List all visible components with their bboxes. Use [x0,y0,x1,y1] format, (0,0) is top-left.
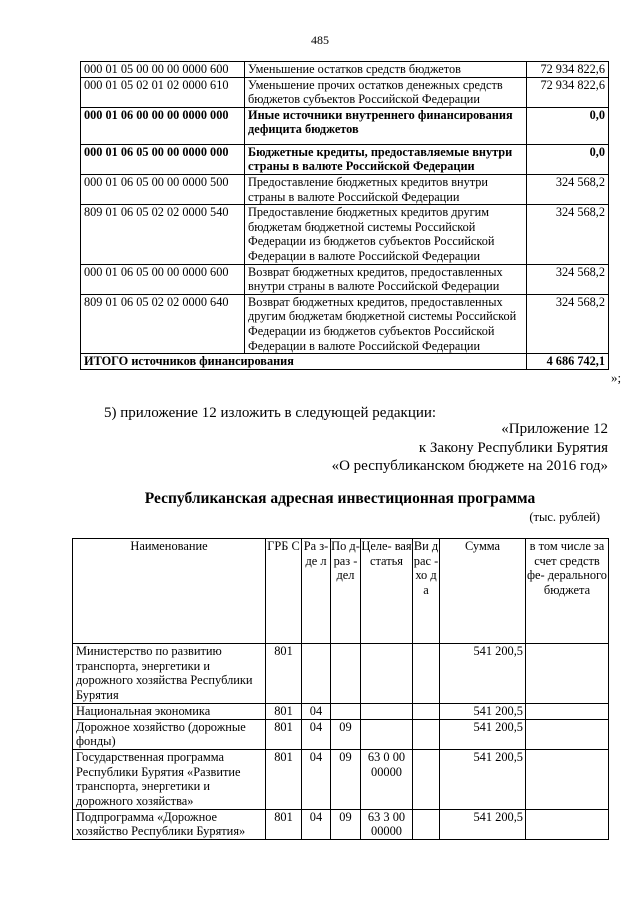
row-vid [413,749,440,809]
row-amount: 324 568,2 [527,264,609,294]
header-vid: Ви д рас - хо д а [413,539,440,644]
table-row [73,749,609,809]
row-code: 000 01 05 00 00 00 0000 600 [81,62,245,78]
table-row [81,294,609,353]
row-razdel: 04 [302,719,331,749]
row-code: 000 01 06 05 00 00 0000 600 [81,264,245,294]
row-name: Иные источники внутреннего финансирования дефицита бюджетов [245,107,527,144]
row-amount: 72 934 822,6 [527,62,609,78]
table-row [81,77,609,107]
row-razdel: 04 [302,749,331,809]
row-name: Государственная программа Республики Бурятия «Развитие транспорта, энергетики и дорожного хозяйства» [73,749,266,809]
row-sum: 541 200,5 [440,749,526,809]
row-grbs: 801 [266,749,302,809]
row-sum: 541 200,5 [440,719,526,749]
row-federal [526,809,609,839]
row-name: Возврат бюджетных кредитов, предоставленных внутри страны в валюте Российской Федерации [245,264,527,294]
header-name: Наименование [73,539,266,644]
row-name: Министерство по развитию транспорта, энергетики и дорожного хозяйства Республики Бурятия [73,644,266,704]
row-article [361,703,413,719]
table-row [81,264,609,294]
row-razdel: 04 [302,809,331,839]
table-header-row [73,539,609,644]
table-row [73,644,609,704]
row-sum: 541 200,5 [440,809,526,839]
row-federal [526,644,609,704]
table-row [81,174,609,204]
table-row [73,703,609,719]
header-sum: Сумма [440,539,526,644]
row-grbs: 801 [266,644,302,704]
row-code: 000 01 05 02 01 02 0000 610 [81,77,245,107]
appendix-heading-line-3: «О республиканском бюджете на 2016 год» [331,458,608,474]
row-federal [526,749,609,809]
row-sum: 541 200,5 [440,644,526,704]
row-name: Предоставление бюджетных кредитов внутри страны в валюте Российской Федерации [245,174,527,204]
total-row [81,354,609,370]
row-amount: 72 934 822,6 [527,77,609,107]
row-razdel: 04 [302,703,331,719]
header-grbs: ГРБ С [266,539,302,644]
row-grbs: 801 [266,703,302,719]
row-name: Дорожное хозяйство (дорожные фонды) [73,719,266,749]
row-code: 000 01 06 00 00 00 0000 000 [81,107,245,144]
header-federal: в том числе за счет средств фе- дерального бюджета [526,539,609,644]
row-name: Предоставление бюджетных кредитов другим бюджетам бюджетной системы Российской Федерации из бюджетов субъектов Российской Федерации в валюте Российской Федерации [245,205,527,264]
row-amount: 324 568,2 [527,205,609,264]
row-federal [526,703,609,719]
row-article [361,719,413,749]
row-amount: 324 568,2 [527,174,609,204]
financing-sources-table [80,61,609,370]
investment-program-table [72,538,609,840]
row-podrazdel: 09 [331,809,361,839]
row-name: Национальная экономика [73,703,266,719]
table-row [81,205,609,264]
table-row [81,62,609,78]
amendment-statement: 5) приложение 12 изложить в следующей редакции: [104,405,437,421]
row-name: Уменьшение остатков средств бюджетов [245,62,527,78]
row-federal [526,719,609,749]
row-article [361,644,413,704]
row-razdel [302,644,331,704]
row-amount: 0,0 [527,107,609,144]
appendix-heading-line-1: «Приложение 12 [501,421,608,437]
header-podrazdel: По д- раз - дел [331,539,361,644]
row-grbs: 801 [266,719,302,749]
row-code: 809 01 06 05 02 02 0000 540 [81,205,245,264]
row-code: 809 01 06 05 02 02 0000 640 [81,294,245,353]
row-code: 000 01 06 05 00 00 0000 500 [81,174,245,204]
header-razdel: Ра з- де л [302,539,331,644]
row-name: Бюджетные кредиты, предоставляемые внутри страны в валюте Российской Федерации [245,144,527,174]
row-name: Возврат бюджетных кредитов, предоставленных другим бюджетам бюджетной системы Российской Федерации из бюджетов субъектов Российской Федерации в валюте Российской Федерации [245,294,527,353]
units-note: (тыс. рублей) [529,510,600,524]
row-article: 63 3 00 00000 [361,809,413,839]
row-vid [413,703,440,719]
appendix-heading-line-2: к Закону Республики Бурятия [418,440,608,456]
row-podrazdel: 09 [331,749,361,809]
row-podrazdel [331,703,361,719]
row-name: Уменьшение прочих остатков денежных средств бюджетов субъектов Российской Федерации [245,77,527,107]
table-row [81,107,609,144]
row-vid [413,719,440,749]
header-article: Целе- вая статья [361,539,413,644]
row-code: 000 01 06 05 00 00 0000 000 [81,144,245,174]
total-amount: 4 686 742,1 [527,354,609,370]
closing-quote-mark: »; [611,370,622,385]
row-grbs: 801 [266,809,302,839]
row-name: Подпрограмма «Дорожное хозяйство Республики Бурятия» [73,809,266,839]
row-podrazdel [331,644,361,704]
table-row [73,809,609,839]
row-vid [413,644,440,704]
table-row [81,144,609,174]
row-sum: 541 200,5 [440,703,526,719]
row-vid [413,809,440,839]
program-title: Республиканская адресная инвестиционная программа [144,490,536,507]
total-label: ИТОГО источников финансирования [81,354,527,370]
page-number: 485 [311,33,329,47]
table-row [73,719,609,749]
row-amount: 324 568,2 [527,294,609,353]
row-podrazdel: 09 [331,719,361,749]
row-article: 63 0 00 00000 [361,749,413,809]
row-amount: 0,0 [527,144,609,174]
